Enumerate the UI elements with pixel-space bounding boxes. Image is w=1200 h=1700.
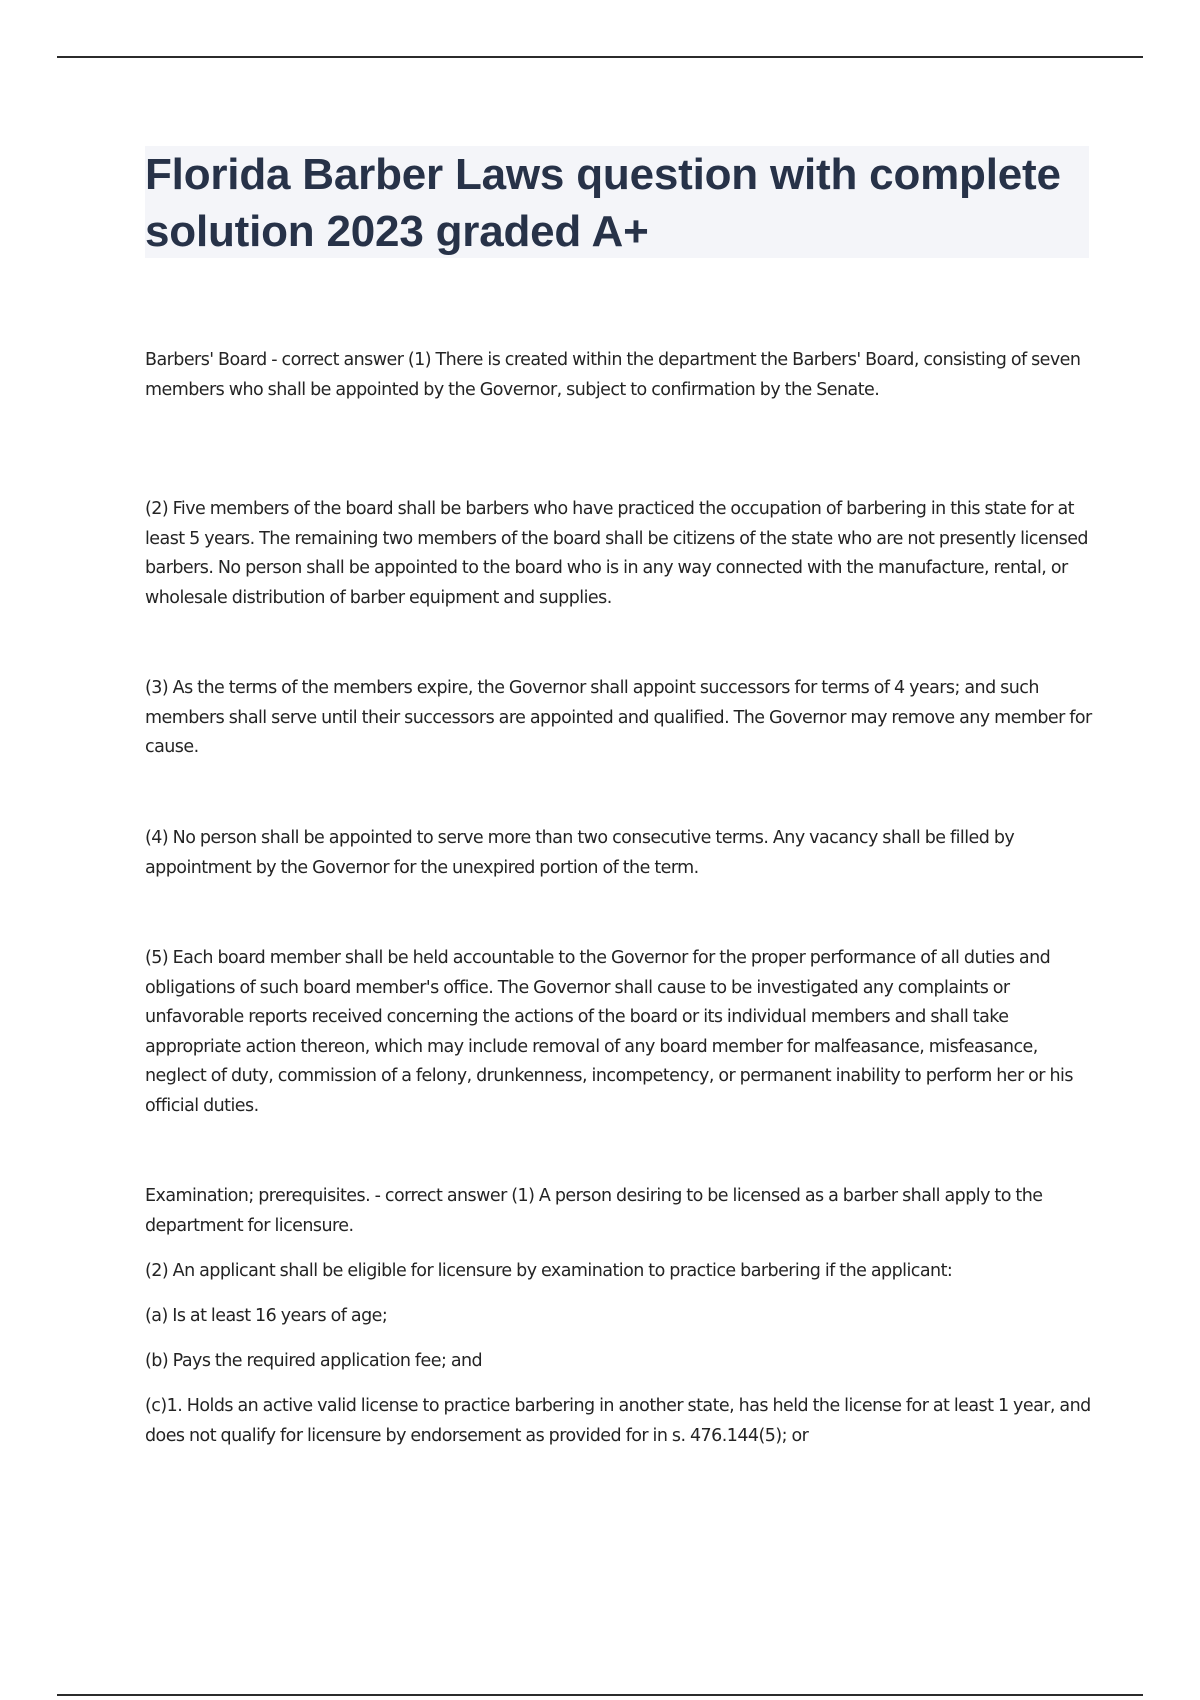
- paragraph-term-limits: [145, 824, 1095, 883]
- paragraph-text: (b) Pays the required application fee; and: [145, 1351, 483, 1371]
- list-item-fee: [145, 1347, 1095, 1377]
- list-item-age: [145, 1302, 1095, 1332]
- paragraph-text: (5) Each board member shall be held accountable to the Governor for the proper performance of all duties and obligations of such board member's office. The Governor shall cause to be investigated any complaints or unfavorable reports received concerning the actions of the board or its individual members and shall take appropriate action thereon, which may include removal of any board member for malfeasance, misfeasance, neglect of duty, commission of a felony, drunkenness, incompetency, or permanent inability to perform her or his official duties.: [145, 948, 1073, 1116]
- paragraph-examination: [145, 1182, 1095, 1241]
- title-banner: [145, 146, 1089, 258]
- top-divider: [57, 56, 1143, 58]
- paragraph-text: Examination; prerequisites. - correct answer (1) A person desiring to be licensed as a barber shall apply to the department for licensure.: [145, 1186, 1043, 1236]
- paragraph-text: (2) Five members of the board shall be barbers who have practiced the occupation of barbering in this state for at least 5 years. The remaining two members of the board shall be citizens of the state who are not presently licensed barbers. No person shall be appointed to the board who is in any way connected with the manufacture, rental, or wholesale distribution of barber equipment and supplies.: [145, 499, 1088, 608]
- paragraph-text: (2) An applicant shall be eligible for licensure by examination to practice barbering if the applicant:: [145, 1261, 953, 1281]
- paragraph-board-terms: [145, 674, 1095, 763]
- paragraph-text: (3) As the terms of the members expire, the Governor shall appoint successors for terms of 4 years; and such members shall serve until their successors are appointed and qualified. The Governor may remove any member for cause.: [145, 678, 1092, 757]
- bottom-divider: [57, 1694, 1143, 1696]
- paragraph-text: (a) Is at least 16 years of age;: [145, 1306, 388, 1326]
- paragraph-eligibility: [145, 1257, 1095, 1287]
- paragraph-text: (4) No person shall be appointed to serve more than two consecutive terms. Any vacancy shall be filled by appointment by the Governor for the unexpired portion of the term.: [145, 828, 1015, 878]
- list-item-license: [145, 1392, 1095, 1451]
- paragraph-text: (c)1. Holds an active valid license to practice barbering in another state, has held the license for at least 1 year, and does not qualify for licensure by endorsement as provided for in s. 476.144(5); or: [145, 1396, 1091, 1446]
- paragraph-barbers-board: [145, 346, 1095, 405]
- paragraph-board-composition: [145, 495, 1095, 613]
- document-title: Florida Barber Laws question with complete solution 2023 graded A+: [145, 150, 1061, 256]
- paragraph-accountability: [145, 944, 1095, 1121]
- paragraph-text: Barbers' Board - correct answer (1) There is created within the department the Barbers' Board, consisting of seven members who shall be appointed by the Governor, subject to confirmation by the Senate.: [145, 350, 1081, 400]
